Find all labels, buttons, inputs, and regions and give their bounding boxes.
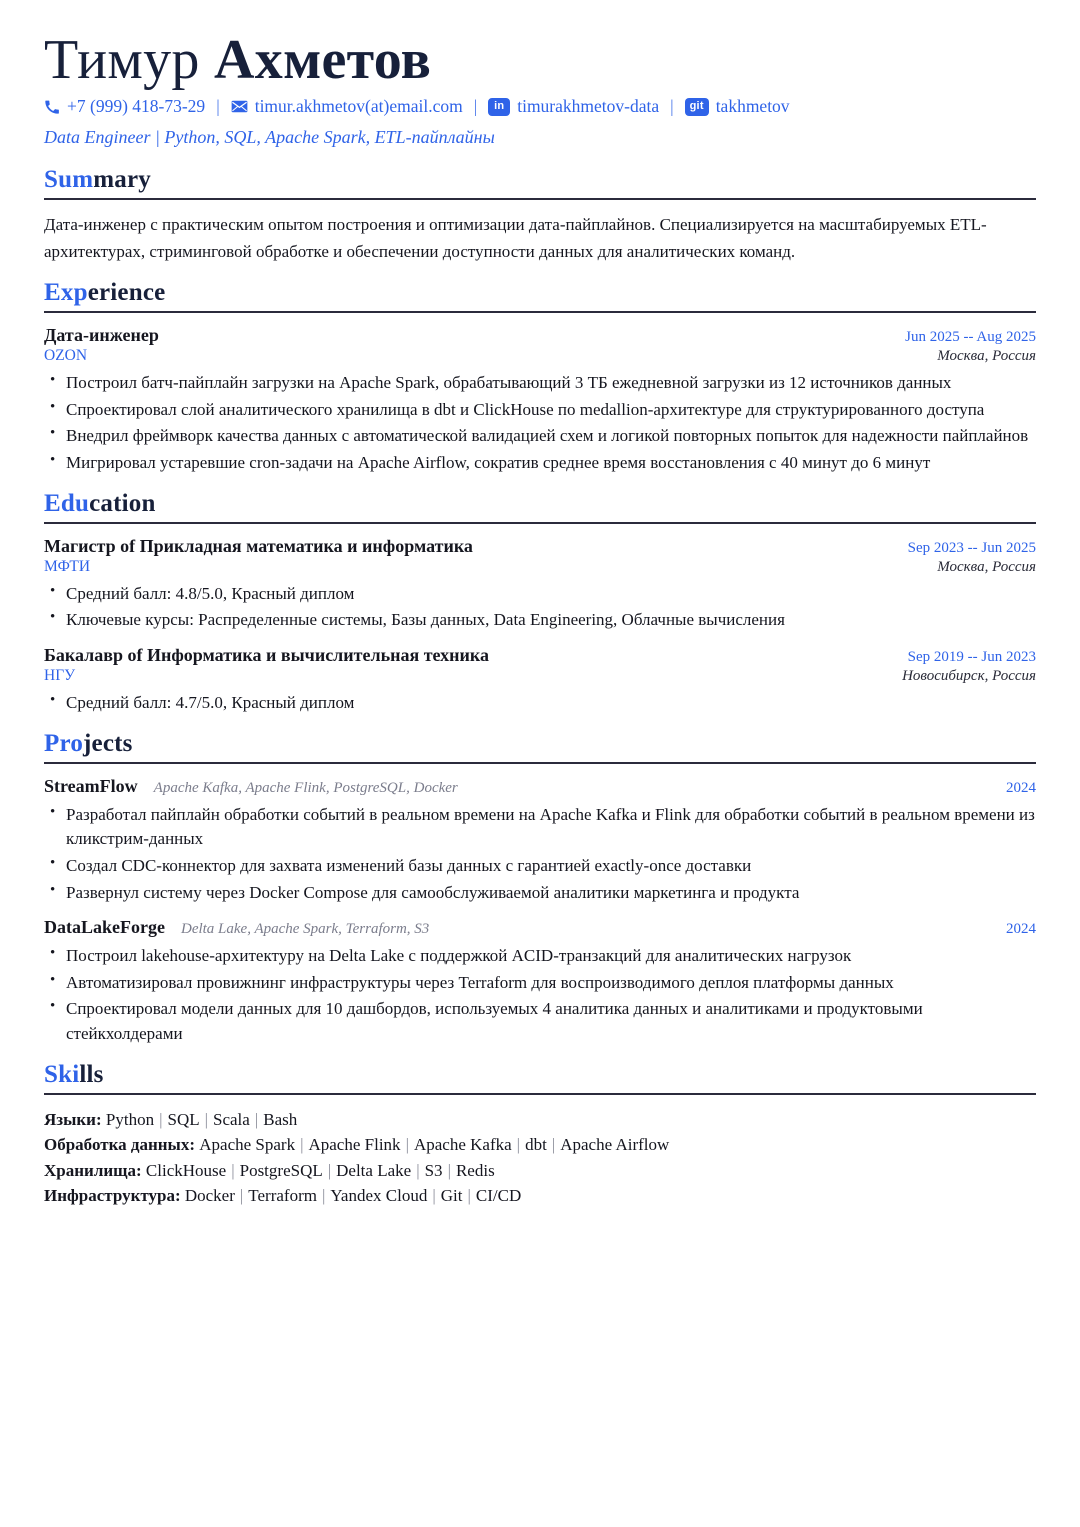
- skill-item: PostgreSQL: [239, 1160, 323, 1180]
- contact-email[interactable]: [231, 96, 463, 117]
- company-name: OZON: [44, 347, 88, 365]
- skill-row: [44, 1158, 1036, 1184]
- contact-separator-1: |: [216, 96, 220, 117]
- project-name: StreamFlow: [44, 775, 138, 796]
- skill-item: Apache Flink: [308, 1135, 401, 1155]
- skill-item: Bash: [263, 1109, 298, 1129]
- section-title-accent: Ski: [44, 1060, 80, 1088]
- github-icon: git: [685, 98, 709, 116]
- skill-row: [44, 1183, 1036, 1209]
- project-year: 2024: [1006, 921, 1036, 938]
- bullet-item: • Средний балл: 4.8/5.0, Красный диплом: [44, 582, 1036, 607]
- education-entry-header: [44, 645, 1036, 666]
- skill-separator: |: [327, 1160, 332, 1180]
- project-stack: Delta Lake, Apache Spark, Terraform, S3: [180, 921, 430, 938]
- skill-separator: |: [204, 1109, 209, 1129]
- skill-separator: |: [239, 1186, 244, 1206]
- project-bullets: [44, 803, 1036, 906]
- section-summary: [44, 166, 1036, 265]
- project-name: DataLakeForge: [44, 917, 165, 938]
- education-entry-header: [44, 536, 1036, 557]
- skill-separator: |: [551, 1135, 556, 1155]
- education-entry-subheader: [44, 667, 1036, 685]
- school-name: МФТИ: [44, 557, 91, 575]
- experience-entry-subheader: [44, 347, 1036, 365]
- skill-item: CI/CD: [475, 1186, 522, 1206]
- bullet-item: • Мигрировал устаревшие cron-задачи на Apache Airflow, сократив среднее время восстановления с 40 минут до 6 минут: [44, 451, 1036, 476]
- section-rule: [44, 1093, 1036, 1095]
- education-dates: Sep 2019 -- Jun 2023: [907, 649, 1036, 665]
- projects-list: [44, 776, 1036, 1047]
- section-title-rest: lls: [79, 1060, 104, 1088]
- skill-separator: |: [432, 1186, 436, 1206]
- bullet-item: • Создал CDC-коннектор для захвата изменений базы данных с гарантией exactly-once доставки: [44, 854, 1036, 879]
- email-text: timur.akhmetov(at)email.com: [254, 96, 463, 117]
- project-entry-header: [44, 917, 1036, 938]
- last-name: Ахметов: [214, 29, 432, 91]
- contact-line: [44, 96, 1036, 117]
- section-title-accent: Edu: [44, 489, 90, 517]
- skill-item: Python: [105, 1109, 155, 1129]
- skill-item: Delta Lake: [336, 1160, 412, 1180]
- education-bullets: [44, 691, 1036, 716]
- section-title-projects: [44, 730, 1036, 760]
- skill-separator: |: [321, 1186, 326, 1206]
- summary-text: Дата-инженер с практическим опытом построения и оптимизации дата-пайплайнов. Специализируется на масштабируемых ETL-архитектурах, стриминговой обработке и обеспечении доступности данных для аналитических команд.: [44, 215, 987, 261]
- section-education: [44, 490, 1036, 716]
- section-title-education: [44, 490, 1036, 520]
- skill-item: Git: [440, 1186, 463, 1206]
- section-title-summary: [44, 166, 1036, 196]
- skill-separator: |: [405, 1135, 409, 1155]
- section-skills: [44, 1061, 1036, 1209]
- skill-separator: |: [231, 1160, 235, 1180]
- section-title-rest: mary: [93, 166, 151, 194]
- section-rule: [44, 762, 1036, 764]
- project-title-group: [44, 917, 429, 938]
- contact-separator-2: |: [473, 96, 478, 117]
- bullet-item: • Спроектировал модели данных для 10 дашбордов, используемых 4 аналитика данных и аналитиками и продуктовыми стейкхолдерами: [44, 997, 1036, 1046]
- skill-separator: |: [467, 1186, 471, 1206]
- tagline: Data Engineer | Python, SQL, Apache Spark, ETL-пайплайны: [44, 127, 495, 148]
- skill-row: [44, 1107, 1036, 1133]
- linkedin-icon: in: [488, 98, 510, 116]
- github-text: takhmetov: [715, 96, 790, 117]
- bullet-item: • Ключевые курсы: Распределенные системы, Базы данных, Data Engineering, Облачные вычисления: [44, 608, 1036, 633]
- skill-item: S3: [424, 1160, 443, 1180]
- section-title-accent: Pro: [44, 729, 84, 757]
- skill-category-label: Инфраструктура:: [44, 1186, 181, 1206]
- education-entry: [44, 536, 1036, 633]
- phone-text: +7 (999) 418-73-29: [67, 96, 206, 117]
- skill-separator: |: [416, 1160, 420, 1180]
- experience-list: [44, 325, 1036, 476]
- skill-separator: |: [254, 1109, 259, 1129]
- linkedin-text: timurakhmetov-data: [517, 96, 660, 117]
- job-dates: Jun 2025 -- Aug 2025: [905, 329, 1036, 346]
- education-list: [44, 536, 1036, 716]
- skill-item: Docker: [184, 1186, 235, 1206]
- education-entry: [44, 645, 1036, 716]
- experience-entry: [44, 325, 1036, 476]
- project-title-group: [44, 776, 458, 797]
- job-bullets: [44, 371, 1036, 476]
- skill-item: dbt: [525, 1135, 547, 1155]
- bullet-item: • Построил lakehouse-архитектуру на Delta Lake с поддержкой ACID-транзакций для аналитических нагрузок: [44, 944, 1036, 969]
- skill-item: Terraform: [248, 1186, 317, 1206]
- skill-item: SQL: [167, 1109, 200, 1129]
- section-title-rest: jects: [83, 729, 133, 757]
- resume-header: [44, 30, 1036, 148]
- bullet-item: • Средний балл: 4.7/5.0, Красный диплом: [44, 691, 1036, 716]
- skill-item: Scala: [213, 1109, 250, 1129]
- bullet-item: • Внедрил фреймворк качества данных с автоматической валидацией схем и логикой повторных попыток для надежности пайплайнов: [44, 424, 1036, 449]
- section-rule: [44, 198, 1036, 200]
- skill-item: Apache Spark: [199, 1135, 296, 1155]
- degree-title: Бакалавр of Информатика и вычислительная техника: [44, 645, 490, 665]
- section-title-experience: [44, 279, 1036, 309]
- skill-separator: |: [516, 1135, 521, 1155]
- section-projects: [44, 730, 1036, 1047]
- school-name: НГУ: [44, 667, 76, 684]
- bullet-item: • Разработал пайплайн обработки событий в реальном времени на Apache Kafka и Flink для обработки событий в реальном времени из кликстрим-данных: [44, 803, 1036, 852]
- section-rule: [44, 522, 1036, 524]
- skill-separator: |: [447, 1160, 451, 1180]
- skill-category-label: Обработка данных:: [44, 1135, 195, 1155]
- bullet-item: • Автоматизировал провижнинг инфраструктуры через Terraform для воспроизводимого деплоя платформы данных: [44, 971, 1036, 996]
- project-stack: Apache Kafka, Apache Flink, PostgreSQL, Docker: [153, 779, 458, 796]
- page-title: [44, 30, 1036, 90]
- education-dates: Sep 2023 -- Jun 2025: [907, 539, 1036, 556]
- project-year: 2024: [1006, 779, 1036, 796]
- skill-item: Yandex Cloud: [330, 1186, 428, 1206]
- skills-list: [44, 1107, 1036, 1209]
- skill-category-label: Языки:: [44, 1109, 102, 1129]
- skill-item: Apache Kafka: [413, 1135, 512, 1155]
- job-title: Дата-инженер: [44, 325, 159, 346]
- section-experience: [44, 279, 1036, 476]
- education-location: Новосибирск, Россия: [902, 668, 1036, 684]
- education-entry-subheader: [44, 558, 1036, 576]
- job-location: Москва, Россия: [937, 348, 1036, 365]
- skill-separator: |: [159, 1109, 163, 1129]
- skill-category-label: Хранилища:: [44, 1160, 142, 1180]
- section-title-accent: Sum: [44, 166, 94, 194]
- section-title-rest: erience: [87, 279, 166, 307]
- envelope-icon: [231, 100, 248, 113]
- skill-row: [44, 1132, 1036, 1158]
- first-name: Тимур: [44, 29, 200, 91]
- bullet-item: • Построил батч-пайплайн загрузки на Apache Spark, обрабатывающий 3 ТБ ежедневной загрузки из 12 источников данных: [44, 371, 1036, 396]
- education-bullets: [44, 582, 1036, 633]
- project-entry: [44, 917, 1036, 1047]
- degree-title: Магистр of Прикладная математика и информатика: [44, 535, 473, 556]
- experience-entry-header: [44, 325, 1036, 346]
- contact-github[interactable]: [685, 96, 790, 117]
- project-bullets: [44, 944, 1036, 1047]
- bullet-item: • Спроектировал слой аналитического хранилища в dbt и ClickHouse по medallion-архитектуре для структурированного доступа: [44, 398, 1036, 423]
- contact-linkedin[interactable]: [488, 96, 659, 117]
- section-rule: [44, 311, 1036, 313]
- section-title-skills: [44, 1061, 1036, 1091]
- contact-phone[interactable]: [44, 96, 205, 117]
- skill-separator: |: [300, 1135, 304, 1155]
- skill-item: ClickHouse: [145, 1160, 227, 1180]
- section-title-rest: cation: [89, 489, 156, 517]
- phone-icon: [44, 99, 60, 115]
- skill-item: Redis: [455, 1160, 495, 1180]
- project-entry: [44, 776, 1036, 906]
- bullet-item: • Развернул систему через Docker Compose для самообслуживаемой аналитики маркетинга и продукта: [44, 881, 1036, 906]
- section-title-accent: Exp: [44, 279, 88, 307]
- contact-separator-3: |: [670, 96, 674, 117]
- education-location: Москва, Россия: [937, 558, 1036, 575]
- skill-item: Apache Airflow: [560, 1135, 670, 1155]
- project-entry-header: [44, 776, 1036, 797]
